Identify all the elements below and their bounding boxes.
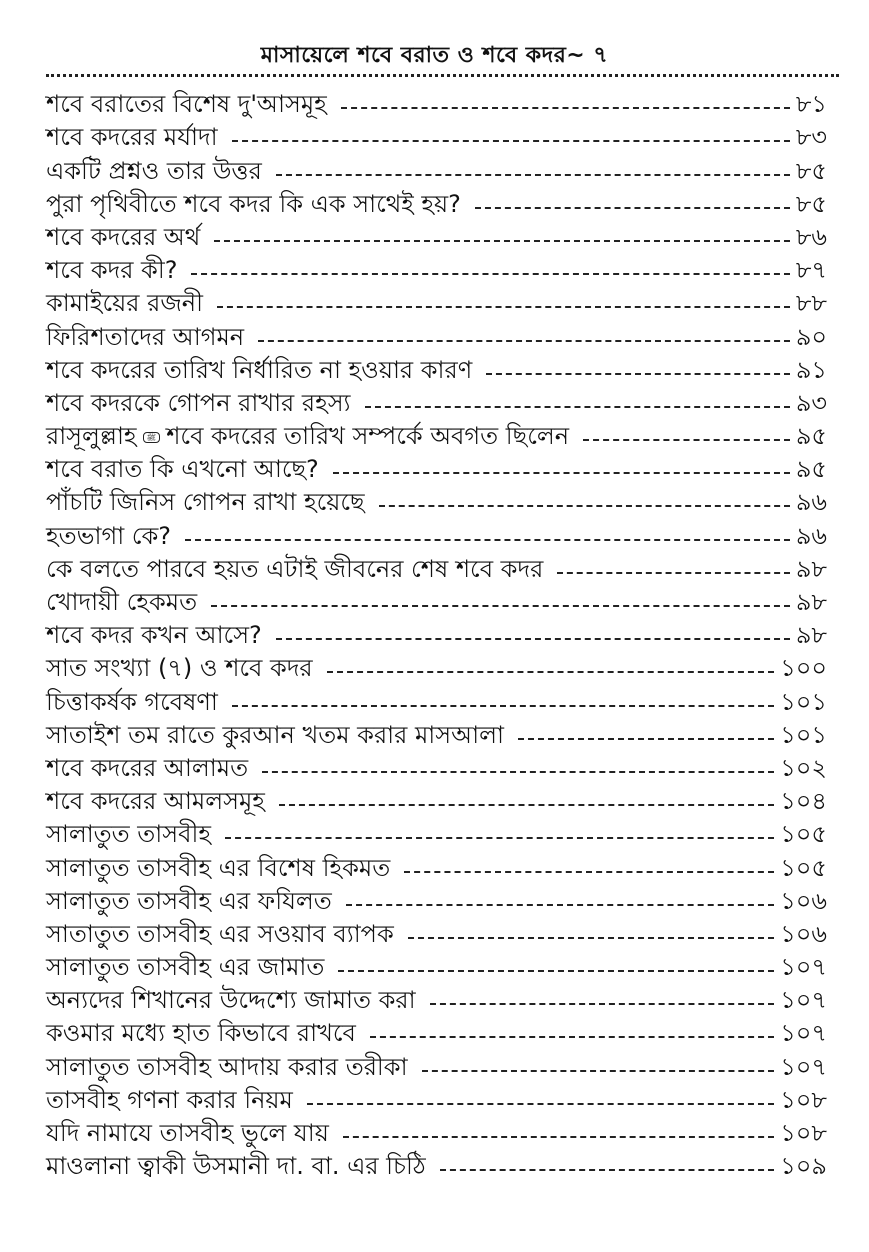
toc-entry-title: সালাতুত তাসবীহ এর জামাত <box>46 953 325 982</box>
toc-entry <box>46 883 827 916</box>
toc-entry <box>46 1082 827 1115</box>
toc-entry-page: ১০৪ <box>780 787 827 816</box>
toc-entry-page: ৯৫ <box>795 422 827 451</box>
toc-entry-title: কে বলতে পারবে হয়ত এটাই জীবনের শেষ শবে কদর <box>46 554 544 583</box>
toc-entry-title: সালাতুত তাসবীহ এর বিশেষ হিকমত <box>46 853 391 882</box>
dot-leader <box>583 439 790 441</box>
dot-leader <box>276 638 790 640</box>
dot-leader <box>279 804 774 806</box>
toc-entry-title: শবে বরাত কি এখনো আছে? <box>46 455 319 484</box>
toc-entry <box>46 584 827 617</box>
dot-leader <box>214 240 790 242</box>
toc-entry <box>46 1148 827 1181</box>
dot-leader <box>422 1070 775 1072</box>
toc-entry <box>46 617 827 650</box>
toc-entry-title: খোদায়ী হেকমত <box>46 588 198 616</box>
toc-entry-page: ৯১ <box>795 355 827 384</box>
toc-entry-page: ৯৫ <box>795 455 827 484</box>
dot-leader <box>232 140 790 142</box>
toc-entry-page: ১০৮ <box>780 1085 827 1114</box>
toc-entry <box>46 219 827 252</box>
dot-leader <box>404 871 774 873</box>
toc-entry <box>46 318 827 351</box>
dot-leader <box>327 671 775 673</box>
toc-entry-title: শবে কদরের তারিখ নির্ধারিত না হওয়ার কারণ <box>46 355 473 384</box>
dot-leader <box>346 904 774 906</box>
toc-entry-title: চিত্তাকর্ষক গবেষণা <box>46 687 218 716</box>
toc-entry-title: শবে কদর কখন আসে? <box>46 621 262 650</box>
toc-entry-page: ১০৬ <box>780 919 827 948</box>
toc-entry-title: শবে কদরের অর্থ <box>46 222 201 251</box>
toc-entry <box>46 484 827 517</box>
dot-leader <box>258 340 790 342</box>
toc-entry <box>46 451 827 484</box>
toc-entry-title: যদি নামাযে তাসবীহ ভুলে যায় <box>46 1119 329 1147</box>
dot-leader <box>440 1169 775 1171</box>
toc-entry-page: ৮৫ <box>795 156 827 185</box>
dot-leader <box>430 1003 775 1005</box>
toc-entry-title-rest: শবে কদরের তারিখ সম্পর্কে অবগত ছিলেন <box>166 422 570 451</box>
table-of-contents <box>46 86 827 1181</box>
toc-entry-page: ৮৭ <box>795 256 827 285</box>
toc-entry-page: ১০৫ <box>780 820 827 849</box>
toc-entry-page: ১০৭ <box>780 1019 827 1048</box>
toc-entry-page: ১০৭ <box>780 986 827 1015</box>
toc-entry-title: শবে কদরের আমলসমূহ <box>46 787 265 816</box>
toc-entry-title: সালাতুত তাসবীহ <box>46 820 211 849</box>
toc-entry <box>46 1115 827 1148</box>
toc-entry-title: হতভাগা কে? <box>46 521 172 550</box>
toc-entry-title: তাসবীহ গণনা করার নিয়ম <box>46 1085 293 1114</box>
dot-leader <box>217 306 790 308</box>
toc-entry-title-group <box>46 421 569 451</box>
toc-entry <box>46 119 827 152</box>
toc-entry-title: ফিরিশতাদের আগমন <box>46 322 245 351</box>
toc-entry-title: কামাইয়ের রজনী <box>46 289 203 318</box>
toc-entry-title: সাত সংখ্যা (৭) ও শবে কদর <box>46 654 313 683</box>
header-divider <box>46 74 839 77</box>
toc-entry-title: মাওলানা ত্বাকী উসমানী দা. বা. এর চিঠি <box>46 1152 426 1181</box>
toc-entry-page: ১০২ <box>780 753 827 782</box>
toc-entry-page: ১০৮ <box>780 1119 827 1147</box>
toc-entry-title: শবে কদরকে গোপন রাখার রহস্য <box>46 388 351 417</box>
toc-entry-title: সাতাইশ তম রাতে কুরআন খতম করার মাসআলা <box>46 720 504 749</box>
toc-entry-page: ১০৭ <box>780 1052 827 1081</box>
toc-entry-page: ৯৮ <box>795 588 827 616</box>
toc-entry <box>46 551 827 584</box>
toc-entry <box>46 982 827 1015</box>
toc-entry-page: ৯৬ <box>795 488 827 517</box>
toc-entry-page: ৮৩ <box>795 123 827 152</box>
toc-entry-title: শবে কদরের আলামত <box>46 753 249 782</box>
toc-entry <box>46 186 827 219</box>
toc-entry <box>46 385 827 418</box>
toc-entry-title: পুরা পৃথিবীতে শবে কদর কি এক সাথেই হয়? <box>46 189 461 218</box>
toc-entry <box>46 849 827 882</box>
toc-entry <box>46 717 827 750</box>
dot-leader <box>370 1036 774 1038</box>
dot-leader <box>225 837 774 839</box>
dot-leader <box>379 505 790 507</box>
toc-entry-page: ১০১ <box>780 720 827 749</box>
toc-entry <box>46 252 827 285</box>
toc-entry-page: ১০১ <box>780 687 827 716</box>
toc-entry <box>46 152 827 185</box>
toc-entry <box>46 418 827 451</box>
dot-leader <box>343 1136 774 1138</box>
toc-entry-title: সালাতুত তাসবীহ এর ফযিলত <box>46 886 332 915</box>
toc-entry <box>46 1015 827 1048</box>
dot-leader <box>262 771 774 773</box>
toc-entry <box>46 683 827 716</box>
dot-leader <box>333 472 790 474</box>
dot-leader <box>486 373 790 375</box>
toc-entry-title: সাতাতুত তাসবীহ এর সওয়াব ব্যাপক <box>46 919 394 948</box>
toc-entry-title: শবে বরাতের বিশেষ দু'আসমূহ <box>46 90 327 119</box>
dot-leader <box>276 174 790 176</box>
toc-entry-page: ১০৬ <box>780 886 827 915</box>
toc-entry-title: শবে কদর কী? <box>46 256 178 285</box>
toc-entry <box>46 750 827 783</box>
toc-entry-page: ৮১ <box>795 90 827 119</box>
toc-entry <box>46 650 827 683</box>
dot-leader <box>185 539 790 541</box>
toc-entry <box>46 783 827 816</box>
toc-entry-page: ৮৫ <box>795 189 827 218</box>
dot-leader <box>232 705 774 707</box>
toc-entry-title: রাসূলুল্লাহ <box>46 422 137 451</box>
toc-entry-page: ৯৩ <box>795 388 827 417</box>
toc-entry <box>46 86 827 119</box>
dot-leader <box>365 406 790 408</box>
toc-entry-page: ১০৭ <box>780 953 827 982</box>
toc-entry-page: ৯০ <box>795 322 827 351</box>
toc-entry <box>46 352 827 385</box>
toc-entry-page: ১০০ <box>780 654 827 683</box>
dot-leader <box>408 937 774 939</box>
dot-leader <box>338 970 774 972</box>
toc-entry <box>46 285 827 318</box>
toc-entry-title: পাঁচটি জিনিস গোপন রাখা হয়েছে <box>46 488 365 517</box>
toc-entry-page: ৯৬ <box>795 521 827 550</box>
toc-entry-title: অন্যদের শিখানের উদ্দেশ্যে জামাত করা <box>46 986 416 1015</box>
dot-leader <box>341 107 790 109</box>
dot-leader <box>307 1103 774 1105</box>
toc-entry-page: ৮৬ <box>795 222 827 251</box>
toc-entry <box>46 916 827 949</box>
toc-entry-title: একটি প্রশ্নও তার উত্তর <box>46 156 262 185</box>
toc-entry <box>46 517 827 550</box>
dot-leader <box>557 572 790 574</box>
page-header: মাসায়েলে শবে বরাত ও শবে কদর~ ৭ <box>260 43 609 68</box>
salawat-symbol-icon: ﷺ <box>143 432 161 443</box>
toc-entry-title: শবে কদরের মর্যাদা <box>46 123 218 152</box>
dot-leader <box>518 738 774 740</box>
toc-entry-page: ৯৮ <box>795 554 827 583</box>
toc-entry <box>46 949 827 982</box>
toc-entry-page: ৮৮ <box>795 289 827 318</box>
toc-entry <box>46 1048 827 1081</box>
dot-leader <box>191 273 789 275</box>
toc-entry-page: ৯৮ <box>795 621 827 650</box>
toc-entry-page: ১০৯ <box>780 1152 827 1181</box>
toc-entry-page: ১০৫ <box>780 853 827 882</box>
dot-leader <box>211 605 790 607</box>
toc-entry-title: সালাতুত তাসবীহ আদায় করার তরীকা <box>46 1052 408 1081</box>
toc-entry <box>46 816 827 849</box>
dot-leader <box>475 207 790 209</box>
toc-entry-title: কওমার মধ্যে হাত কিভাবে রাখবে <box>46 1019 356 1048</box>
